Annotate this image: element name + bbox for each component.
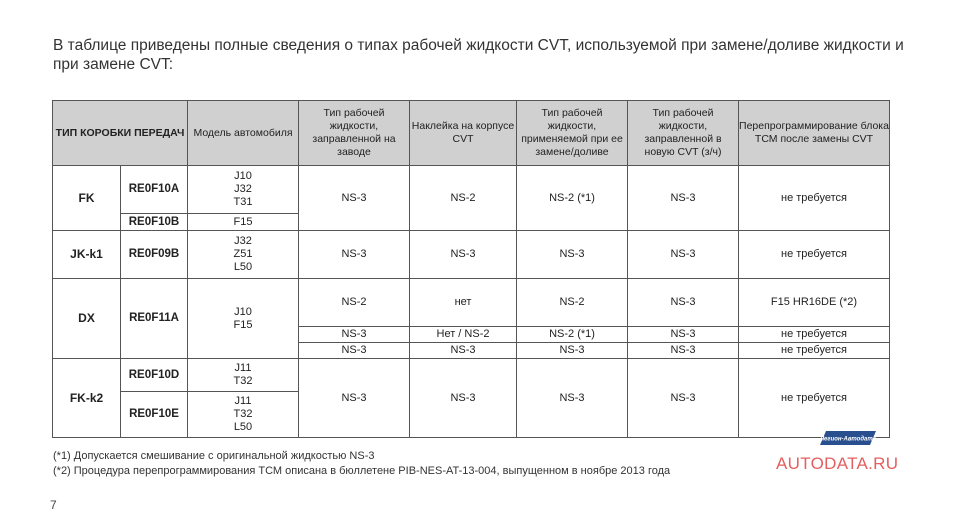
model: Z51 [233,248,253,260]
tcm-cell: не требуется [739,327,890,343]
table-row [53,279,890,327]
footnotes [53,449,813,479]
autodata-watermark: AUTODATA.RU [776,454,899,473]
sticker-cell: NS-3 [410,359,517,438]
header-case-sticker: Наклейка на корпусе CVT [410,101,517,166]
header-factory-fluid: Тип рабочей жидкости, заправленной на заводе [299,101,410,166]
model: T32 [233,408,253,420]
new-cvt-fluid-cell: NS-3 [628,166,739,231]
sticker-cell: нет [410,279,517,327]
new-cvt-fluid-cell: NS-3 [628,343,739,359]
header-vehicle-model: Модель автомобиля [188,101,299,166]
factory-fluid-cell: NS-3 [299,359,410,438]
refill-fluid-cell: NS-2 [517,279,628,327]
legion-autodata-logo [820,430,876,446]
tcm-cell: F15 HR16DE (*2) [739,279,890,327]
code-re0f10e: RE0F10E [121,392,188,438]
model: J11 [234,395,252,407]
table-row [53,166,890,214]
factory-fluid-cell: NS-2 [299,279,410,327]
logo-text: Легион-Автодата [820,436,876,443]
table-row [53,359,890,392]
refill-fluid-cell: NS-2 (*1) [517,166,628,231]
sticker-cell: NS-3 [410,231,517,279]
header-tcm-reprogramming: Перепрограммирование блока ТСМ после замены CVT [739,101,890,166]
model: J10 [234,170,252,182]
cvt-fluid-table [52,100,890,438]
footnote-2: (*2) Процедура перепрограммирования ТСМ описана в бюллетене PIB-NES-AT-13-004, выпущенном в ноябре 2013 года [53,465,671,477]
code-re0f10d: RE0F10D [121,359,188,392]
new-cvt-fluid-cell: NS-3 [628,359,739,438]
page-number: 7 [50,498,57,512]
model: F15 [233,318,253,331]
group-fk-k2: FK-k2 [53,359,121,438]
sticker-cell: NS-3 [410,343,517,359]
models-cell [188,392,299,438]
model: J32 [234,183,252,195]
model: T31 [233,196,253,208]
model: J32 [234,235,252,247]
group-jk-k1: JK-k1 [53,231,121,279]
refill-fluid-cell: NS-2 (*1) [517,327,628,343]
sticker-cell: NS-2 [410,166,517,231]
refill-fluid-cell: NS-3 [517,359,628,438]
new-cvt-fluid-cell: NS-3 [628,231,739,279]
factory-fluid-cell: NS-3 [299,343,410,359]
table-header-row [53,101,890,166]
model: F15 [188,214,299,231]
factory-fluid-cell: NS-3 [299,327,410,343]
new-cvt-fluid-cell: NS-3 [628,327,739,343]
group-dx: DX [53,279,121,359]
group-fk: FK [53,166,121,231]
tcm-cell: не требуется [739,166,890,231]
tcm-cell: не требуется [739,343,890,359]
refill-fluid-cell: NS-3 [517,231,628,279]
sticker-cell: Нет / NS-2 [410,327,517,343]
models-cell [188,166,299,214]
tcm-cell: не требуется [739,231,890,279]
factory-fluid-cell: NS-3 [299,166,410,231]
table-row [53,231,890,279]
model: J11 [234,362,252,374]
footnote-1: (*1) Допускается смешивание с оригинальной жидкостью NS-3 [53,450,375,462]
code-re0f10a: RE0F10A [121,166,188,214]
new-cvt-fluid-cell: NS-3 [628,279,739,327]
header-transmission-type: ТИП КОРОБКИ ПЕРЕДАЧ [53,101,188,166]
factory-fluid-cell: NS-3 [299,231,410,279]
intro-text: В таблице приведены полные сведения о типах рабочей жидкости CVT, используемой при замене/доливе жидкости и при замене CVT: [53,37,904,73]
models-cell [188,279,299,359]
model: L50 [233,421,253,433]
header-refill-fluid: Тип рабочей жидкости, применяемой при ее замене/доливе [517,101,628,166]
model: L50 [233,261,253,273]
code-re0f10b: RE0F10B [121,214,188,231]
refill-fluid-cell: NS-3 [517,343,628,359]
code-re0f11a: RE0F11A [121,279,188,359]
model: T32 [233,375,253,387]
code-re0f09b: RE0F09B [121,231,188,279]
models-cell [188,231,299,279]
models-cell [188,359,299,392]
tcm-cell: не требуется [739,359,890,438]
header-new-cvt-fluid: Тип рабочей жидкости, заправленной в новую CVT (з/ч) [628,101,739,166]
model: J10 [234,305,252,318]
